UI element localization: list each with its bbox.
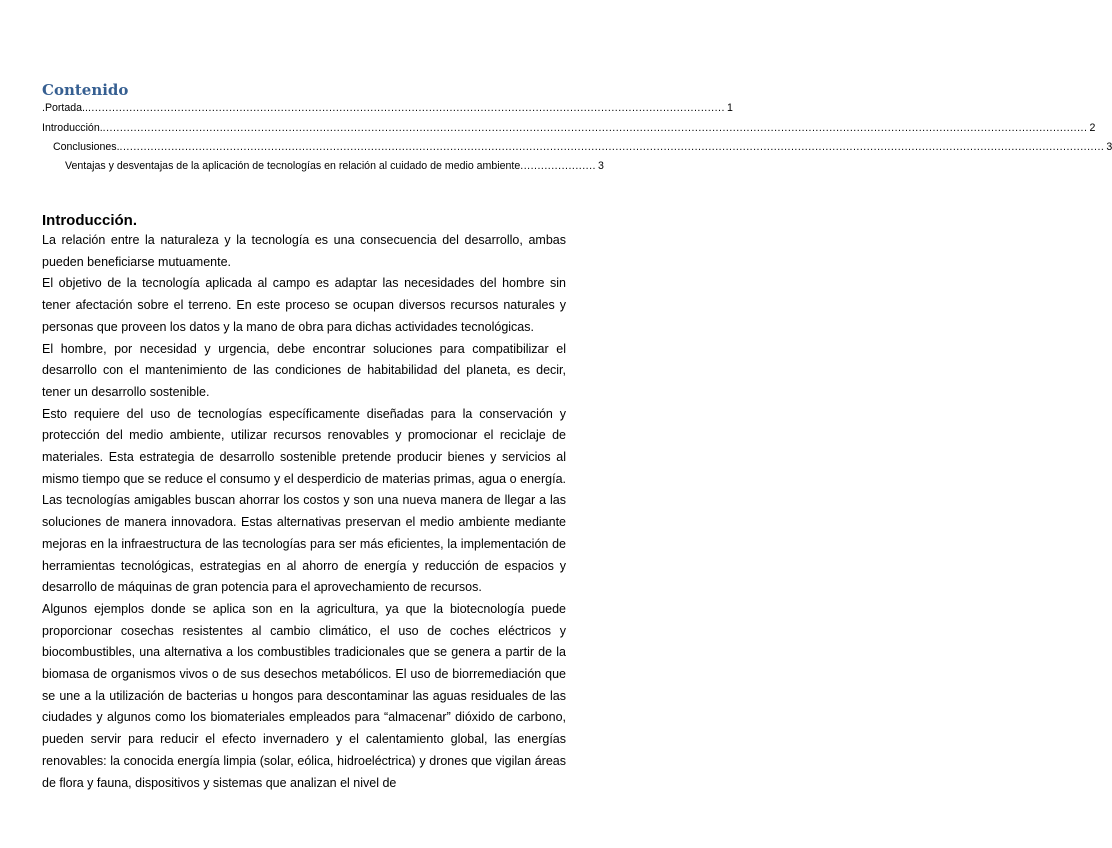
toc-title: Contenido	[42, 81, 129, 99]
paragraph: Esto requiere del uso de tecnologías específicamente diseñadas para la conservación y protección del medio ambiente, utilizar recursos renovables y promocionar el reciclaje de materiales. Esta estrategia de desarrollo sostenible pretende producir bienes y servicios al mismo tiempo que se reduce el consumo y el desperdicio de materias primas, agua o energía. Las tecnologías amigables buscan ahorrar los costos y son una nueva manera de llegar a las soluciones de manera innovadora. Estas alternativas preservan el medio ambiente mediante mejoras en la infraestructura de las tecnologías para ser más eficientes, la implementación de herramientas tecnológicas, estrategias en al ahorro de energía y reducción de espacios y desarrollo de máquinas de gran potencia para el aprovechamiento de recursos.	[42, 406, 566, 595]
toc-entry-label: .Portada..	[42, 102, 88, 114]
paragraph: Algunos ejemplos donde se aplica son en la agricultura, ya que la biotecnología puede proporcionar cosechas resistentes al cambio climático, el uso de coches eléctricos y biocombustibles, una alternativa a los combustibles tradicionales que se genera a partir de la biomasa de organismos vivos o de sus desechos metabólicos. El uso de biorremediación que se une a la utilización de bacterias u hongos para descontaminar las aguas residuales de las ciudades y algunos como los biomateriales empleados para “almacenar” dióxido de carbono, pueden servir para reducir el efecto invernadero y el calentamiento global, las energías renovables: la conocida energía limpia (solar, eólica, hidroeléctrica) y drones que vigilan áreas de flora y fauna, dispositivos y sistemas que analizan el nivel de	[42, 601, 566, 790]
toc-entry-page: 3	[598, 160, 604, 172]
toc-leader-dots: ......................	[520, 160, 597, 172]
paragraph: La relación entre la naturaleza y la tecnología es una consecuencia del desarrollo, ambas pueden beneficiarse mutuamente.	[42, 233, 566, 269]
toc-entry-label: Introducción.	[42, 122, 103, 134]
toc-entry-page: 3	[1106, 141, 1112, 153]
toc-entry-label: Conclusiones.	[53, 141, 120, 153]
toc-leader-dots: ..............................................................................................................................................................................................................................................................................................	[102, 122, 1088, 134]
paragraph: El hombre, por necesidad y urgencia, debe encontrar soluciones para compatibilizar el desarrollo con el mantenimiento de las condiciones de habitabilidad del planeta, es decir, tener un desarrollo sostenible.	[42, 341, 566, 399]
toc-leader-dots: ..............................................................................................................................................................................................................................................................................................	[119, 141, 1105, 153]
section-body	[42, 230, 566, 794]
toc-entry-conclusiones[interactable]	[53, 140, 1112, 154]
section-heading: Introducción.	[42, 212, 137, 229]
toc-entry-portada[interactable]	[42, 101, 733, 115]
toc-entry-label: Ventajas y desventajas de la aplicación de tecnologías en relación al cuidado de medio ambiente	[65, 160, 521, 172]
paragraph: El objetivo de la tecnología aplicada al campo es adaptar las necesidades del hombre sin tener afectación sobre el terreno. En este proceso se ocupan diversos recursos naturales y personas que proveen los datos y la mano de obra para dichas actividades tecnológicas.	[42, 276, 566, 334]
toc-entry-ventajas[interactable]	[65, 159, 603, 173]
toc-entry-introduccion[interactable]	[42, 121, 1096, 135]
toc-entry-page: 2	[1089, 122, 1096, 134]
toc-entry-page: 1	[726, 102, 733, 114]
toc-leader-dots: .........................................................................................................................................................................................	[87, 102, 725, 114]
